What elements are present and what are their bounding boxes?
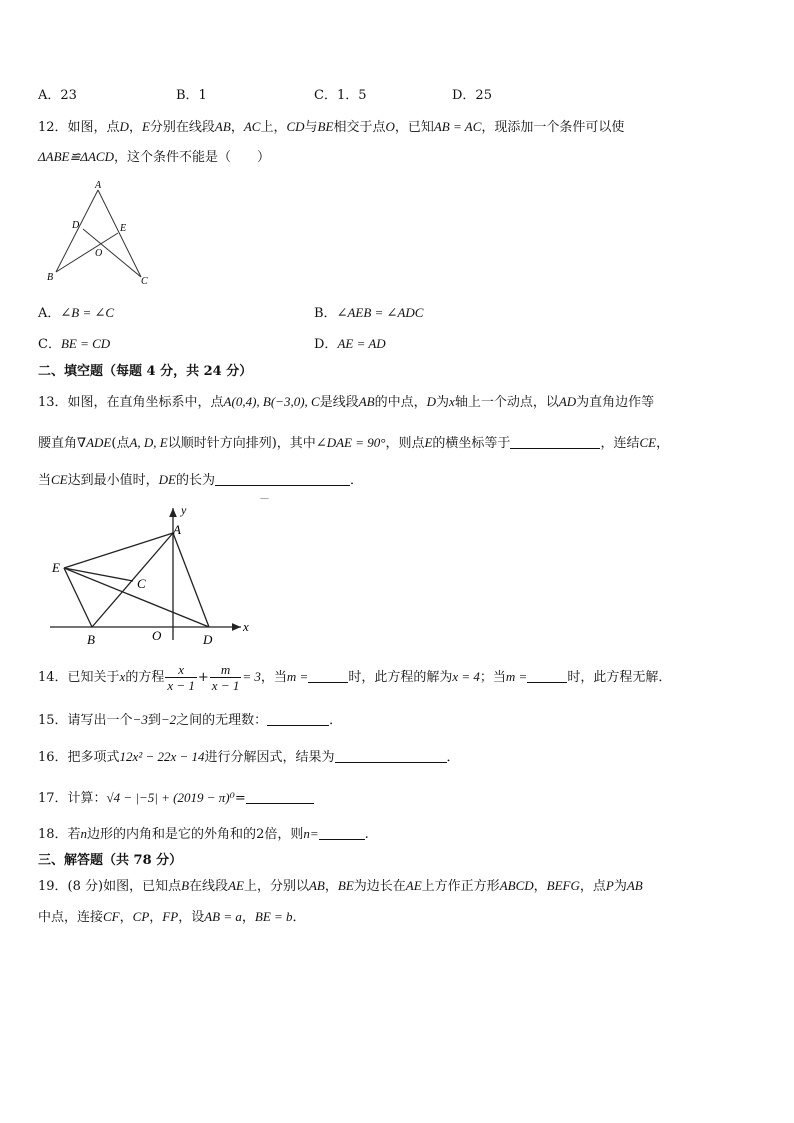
q13-label-a: A <box>173 522 181 537</box>
q18-line: 18．若n边形的内角和是它的外角和的2倍，则n= . <box>38 826 369 842</box>
q13-segment-ad <box>173 533 209 627</box>
q13-label-e: E <box>52 560 60 575</box>
section-heading-fill-blank: 二、填空题（每题 4 分，共 24 分） <box>38 364 253 379</box>
section-heading-solve: 三、解答题（共 78 分） <box>38 853 183 868</box>
q13-segment-ab <box>92 533 173 627</box>
q12-line2: ΔABE≌ΔACD，这个条件不能是（ ） <box>38 149 270 165</box>
q14-line: 14．已知关于x的方程 $\frac{x}{x - 1}$ + $\frac{m}{x - 1}$ = 3，当m = 时，此方程的解为x = 4；当m = 时，此方程无解． <box>38 662 672 693</box>
q11-option-c: C．1．5 <box>314 88 367 103</box>
q13-answer-blank-1[interactable] <box>510 435 600 449</box>
q17-answer-blank[interactable] <box>246 790 314 804</box>
q15-line: 15．请写出一个−3到−2之间的无理数： ． <box>38 712 343 728</box>
q13-label-b: B <box>87 632 95 647</box>
q14-answer-blank-1[interactable] <box>308 669 348 683</box>
q16-line: 16．把多项式12x² − 22x − 14进行分解因式，结果为 ． <box>38 749 460 765</box>
q13-label-x: x <box>243 619 249 634</box>
q12-segment-be <box>56 233 118 272</box>
q12-label-d: D <box>72 220 80 231</box>
q13-label-c: C <box>137 576 146 591</box>
q12-label-e: E <box>120 223 127 234</box>
q12-option-c: C．BE = CD <box>38 336 111 352</box>
q12-label-c: C <box>141 276 148 287</box>
q11-option-d: D．25 <box>452 88 492 103</box>
q12-option-d: D．AE = AD <box>314 336 386 352</box>
q13-label-d: D <box>203 632 213 647</box>
q17-line: 17．计算：√4 − |−5| + (2019 − π)⁰= <box>38 787 314 806</box>
q13-label-o: O <box>152 628 162 643</box>
q12-option-b: B．∠AEB = ∠ADC <box>314 305 424 321</box>
q13-line3: 当CE达到最小值时，DE的长为 ． <box>38 472 364 488</box>
q12-label-b: B <box>47 272 54 283</box>
q12-label-a: A <box>95 180 102 191</box>
q14-answer-blank-2[interactable] <box>527 669 567 683</box>
q18-answer-blank[interactable] <box>319 826 365 840</box>
q12-option-a: A．∠B = ∠C <box>38 305 115 321</box>
q15-answer-blank[interactable] <box>267 712 329 726</box>
q14-fraction-1: $\frac{x}{x - 1}$ <box>167 662 195 693</box>
q13-line2: 腰直角∇ADE(点A, D, E以顺时针方向排列)，其中∠DAE = 90°，则点E的横坐标等于 ，连结CE， <box>38 435 670 451</box>
q16-answer-blank[interactable] <box>335 749 447 763</box>
q11-option-a: A．23 <box>38 88 77 103</box>
q19-line1: 19．(8 分)如图，已知点B在线段AE上，分别以AB，BE为边长在AE上方作正方形ABCD，BEFG，点P为AB <box>38 878 643 894</box>
q12-label-o: O <box>95 248 103 259</box>
q13-stray-dash: — <box>260 494 269 504</box>
q12-line1: 12．如图，点D，E分别在线段AB，AC上，CD与BE相交于点O，已知AB = AC，现添加一个条件可以使 <box>38 119 625 135</box>
q13-label-y: y <box>181 503 187 517</box>
q13-answer-blank-2[interactable] <box>215 472 350 486</box>
q13-line1: 13．如图，在直角坐标系中，点A(0,4), B(−3,0), C是线段AB的中点，D为x轴上一个动点，以AD为直角边作等 <box>38 394 655 410</box>
q13-coordinate-figure <box>38 500 268 650</box>
q12-edge-ab <box>56 190 98 272</box>
q19-line2: 中点，连接CF，CP，FP，设AB = a，BE = b． <box>38 909 306 925</box>
q13-segment-ae <box>64 533 173 568</box>
q14-fraction-2: $\frac{m}{x - 1}$ <box>211 662 240 693</box>
q13-segment-ec <box>64 568 133 581</box>
q13-segment-eb <box>64 568 92 627</box>
q11-option-b: B．1 <box>176 88 207 103</box>
q12-triangle-figure <box>38 176 158 288</box>
